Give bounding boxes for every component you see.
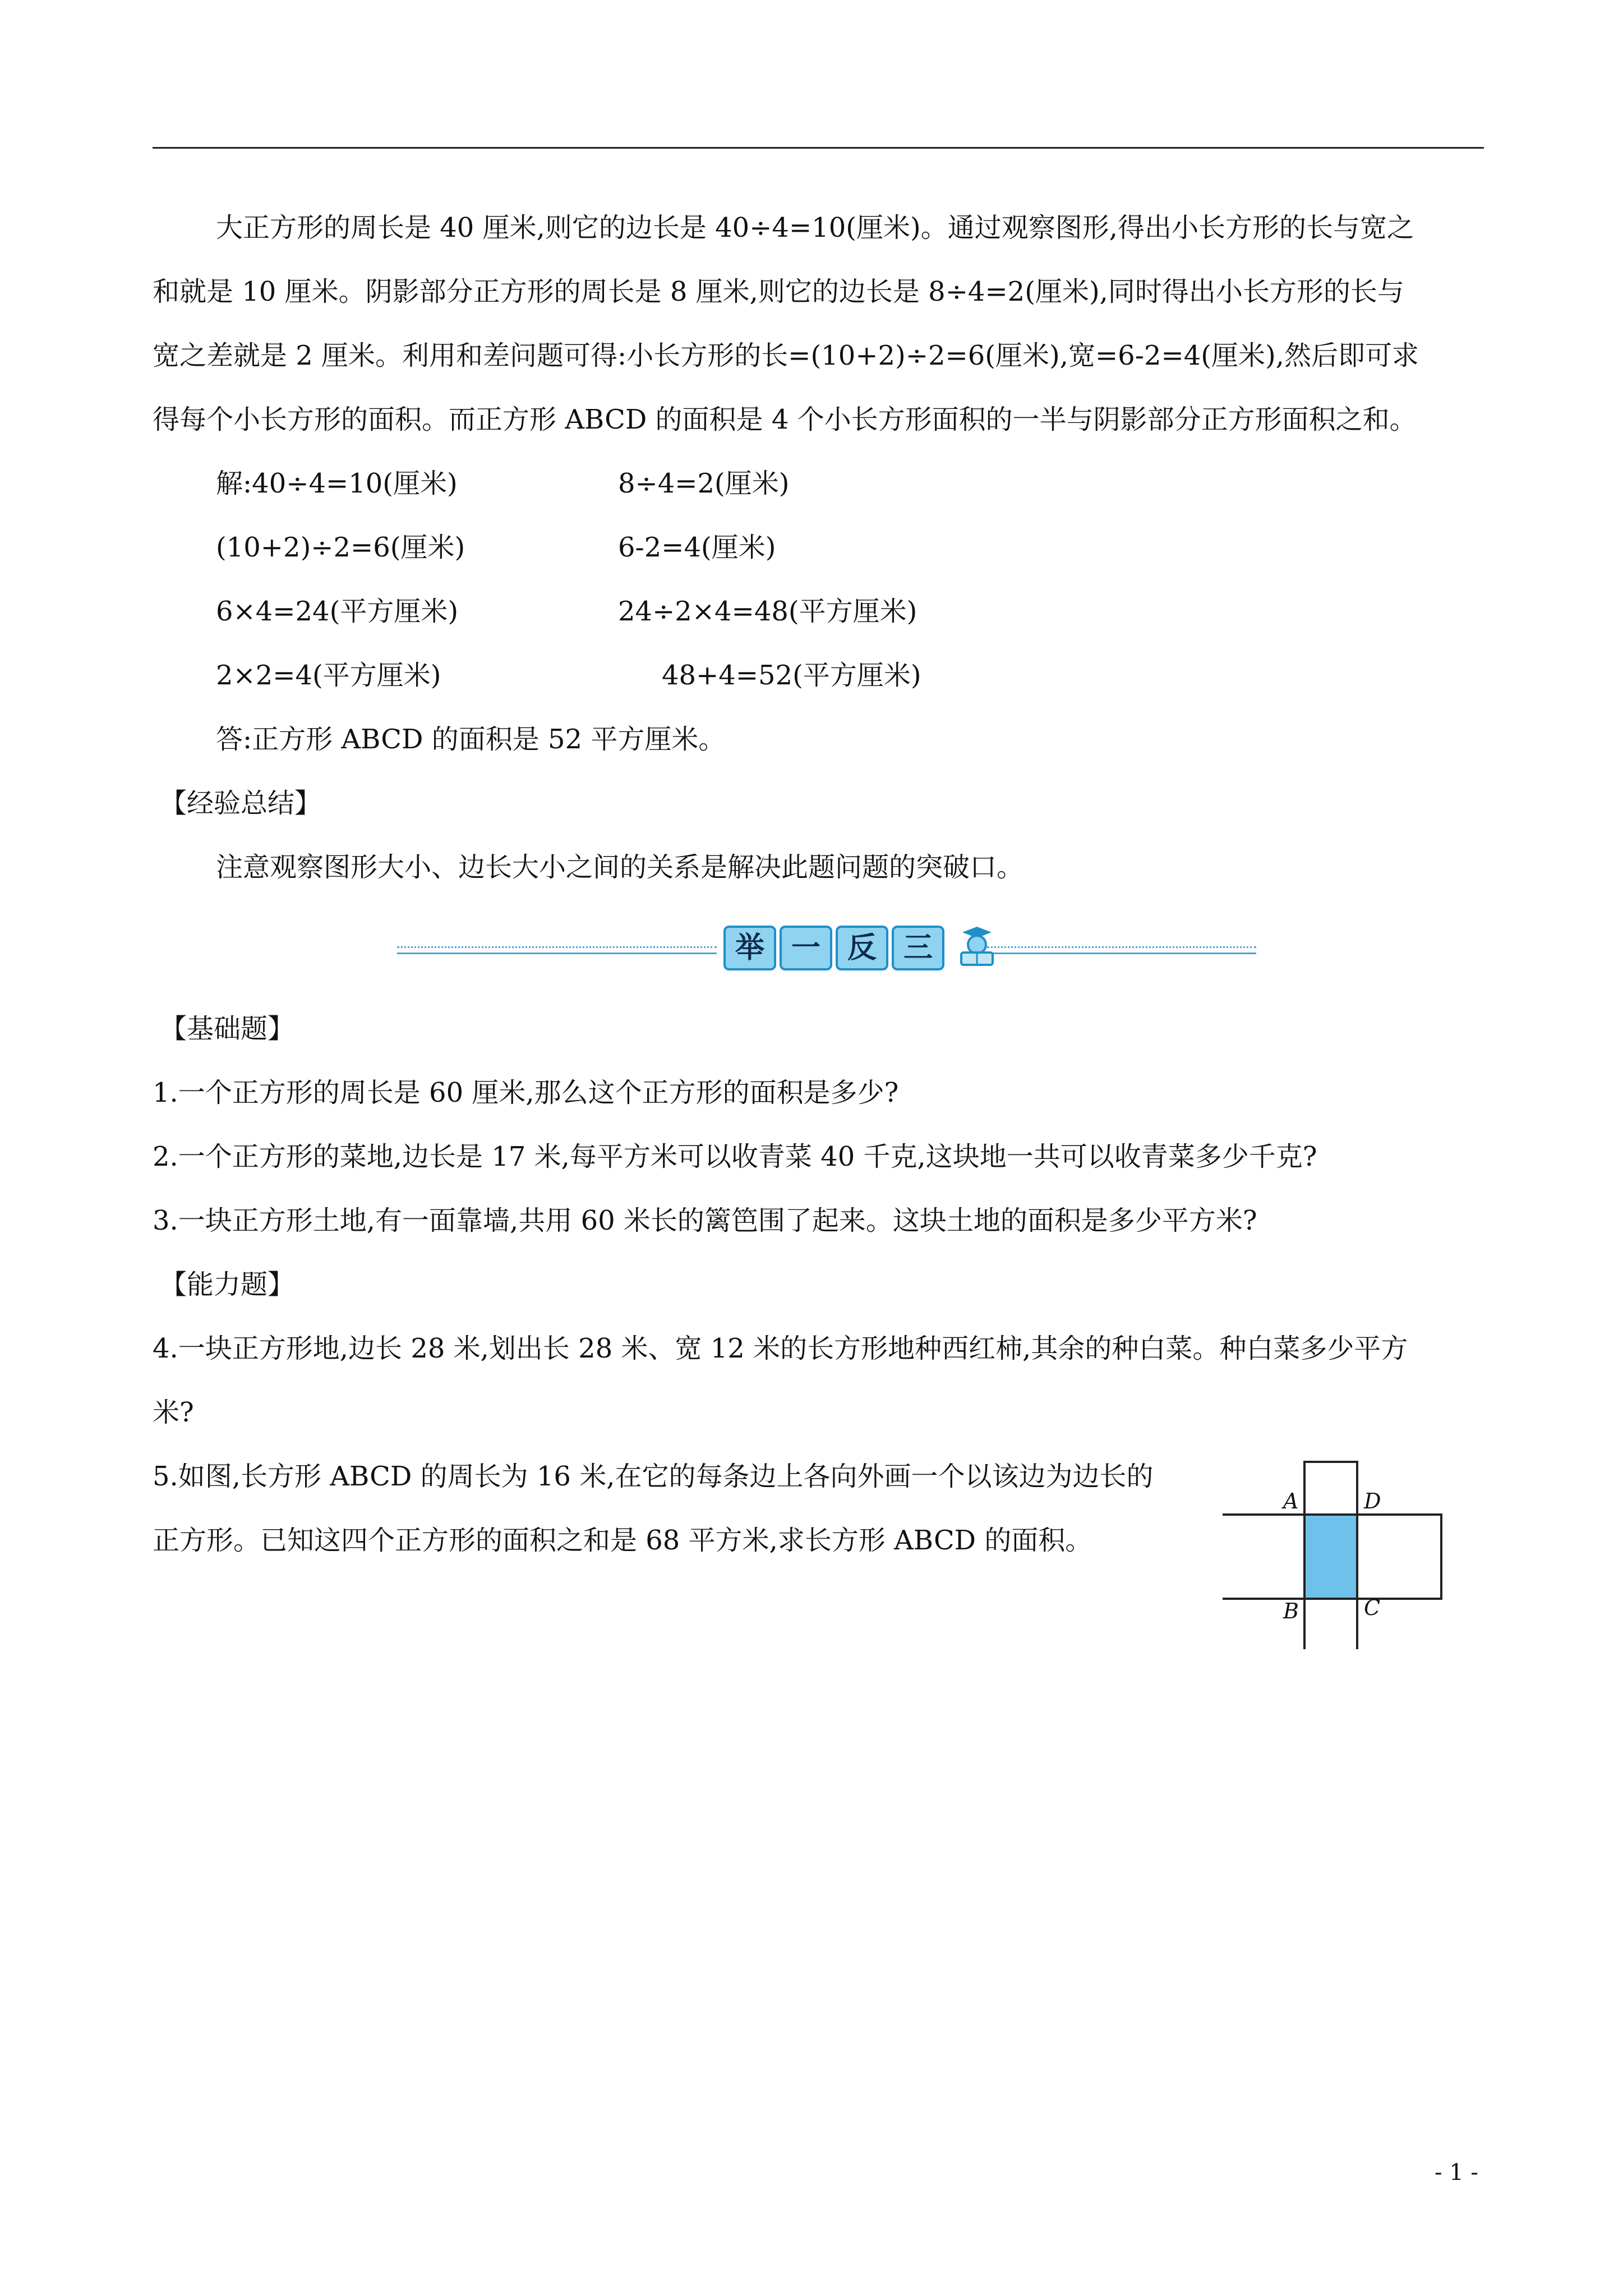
ability-question-5-line-2: 正方形。已知这四个正方形的面积之和是 68 平方米,求长方形 ABCD 的面积。 xyxy=(153,1525,1092,1556)
solution-right-3: 24÷2×4=48(平方厘米) xyxy=(618,596,917,627)
basic-question-2: 2.一个正方形的菜地,边长是 17 米,每平方米可以收青菜 40 千克,这块地一共可以收青菜多少千克? xyxy=(153,1141,1317,1172)
banner-rule-left xyxy=(397,946,717,954)
ability-question-4-line-2: 米? xyxy=(153,1397,194,1428)
vertex-label-d: D xyxy=(1364,1489,1381,1513)
vertex-label-b: B xyxy=(1283,1599,1299,1623)
ability-question-4-line-1: 4.一块正方形地,边长 28 米,划出长 28 米、宽 12 米的长方形地种西红柿,其余的种白菜。种白菜多少平方 xyxy=(153,1333,1408,1364)
analysis-line-1: 大正方形的周长是 40 厘米,则它的边长是 40÷4=10(厘米)。通过观察图形,得出小长方形的长与宽之 xyxy=(216,212,1414,243)
analysis-line-4: 得每个小长方形的面积。而正方形 ABCD 的面积是 4 个小长方形面积的一半与阴影部分正方形面积之和。 xyxy=(153,404,1417,435)
top-square xyxy=(1304,1462,1357,1515)
solution-right-1: 8÷4=2(厘米) xyxy=(618,468,790,499)
solution-left-2: (10+2)÷2=6(厘米) xyxy=(216,532,465,563)
right-square xyxy=(1357,1515,1441,1599)
vertex-label-c: C xyxy=(1364,1595,1381,1620)
header-rule xyxy=(153,147,1484,149)
left-square xyxy=(1223,1515,1304,1599)
banner-char-3: 反 xyxy=(836,926,888,970)
banner-char-2: 一 xyxy=(780,926,832,970)
basic-question-1: 1.一个正方形的周长是 60 厘米,那么这个正方形的面积是多少? xyxy=(153,1077,899,1108)
experience-text: 注意观察图形大小、边长大小之间的关系是解决此题问题的突破口。 xyxy=(216,852,1024,883)
basic-question-3: 3.一块正方形土地,有一面靠墙,共用 60 米长的篱笆围了起来。这块土地的面积是多少平方米? xyxy=(153,1205,1257,1236)
bottom-square xyxy=(1304,1599,1357,1649)
ability-heading: 【能力题】 xyxy=(160,1269,295,1300)
solution-left-4: 2×2=4(平方厘米) xyxy=(216,660,441,691)
ability-question-5-line-1: 5.如图,长方形 ABCD 的周长为 16 米,在它的每条边上各向外画一个以该边为边长的 xyxy=(153,1461,1154,1492)
rectangle-abcd-figure xyxy=(1223,1453,1447,1649)
solution-answer: 答:正方形 ABCD 的面积是 52 平方厘米。 xyxy=(216,724,726,755)
solution-right-2: 6-2=4(厘米) xyxy=(618,532,776,563)
vertex-label-a: A xyxy=(1283,1489,1299,1513)
solution-left-1: 解:40÷4=10(厘米) xyxy=(216,468,458,499)
banner-title xyxy=(723,926,998,970)
analysis-line-2: 和就是 10 厘米。阴影部分正方形的周长是 8 厘米,则它的边长是 8÷4=2(厘米),同时得出小长方形的长与 xyxy=(153,276,1404,307)
solution-right-4: 48+4=52(平方厘米) xyxy=(662,660,921,691)
banner-char-4: 三 xyxy=(892,926,944,970)
shaded-rectangle-abcd xyxy=(1304,1515,1357,1599)
experience-heading: 【经验总结】 xyxy=(160,788,322,819)
student-reading-icon xyxy=(951,926,998,970)
banner-rule-right xyxy=(987,946,1256,954)
basic-heading: 【基础题】 xyxy=(160,1013,295,1045)
solution-left-3: 6×4=24(平方厘米) xyxy=(216,596,459,627)
banner-char-1: 举 xyxy=(723,926,776,970)
page-number: - 1 - xyxy=(1435,2160,1478,2185)
analysis-line-3: 宽之差就是 2 厘米。利用和差问题可得:小长方形的长=(10+2)÷2=6(厘米),宽=6-2=4(厘米),然后即可求 xyxy=(153,340,1419,371)
